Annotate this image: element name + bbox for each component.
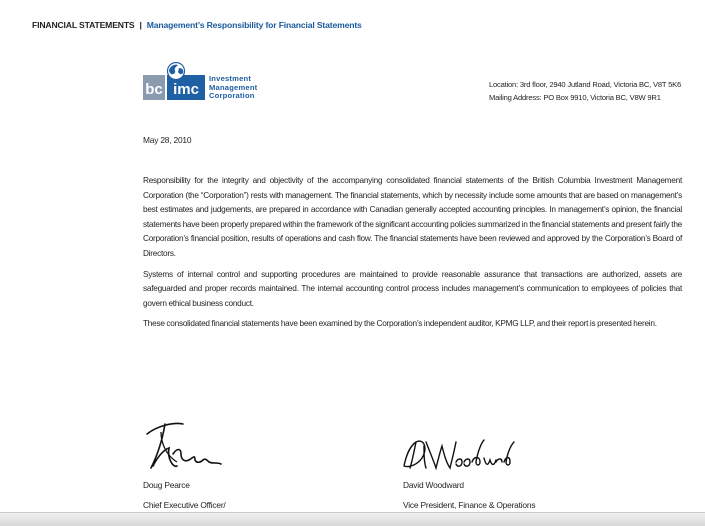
signatory-name-1: Doug Pearce [143,480,190,490]
header-separator: | [139,20,142,30]
svg-text:imc: imc [173,81,199,98]
paragraph-responsibility: Responsibility for the integrity and objectivity of the accompanying consolidated financial statements of the British Columbia Investment Management Corporation (the “Corporation”) rests with management. The financial statements, which by necessity include some amounts that are based on management’s best estimates and judgements, are prepared in accordance with Canadian generally accepted accounting principles. In management’s opinion, the financial statements have been properly prepared within the framework of the significant accounting policies summarized in the financial statements and present fairly the Corporation’s financial position, results of operations and cash flow. The financial statements have been reviewed and approved by the Corporation’s Board of Directors. [143,176,682,258]
address-block [489,78,681,104]
location-address: Location: 3rd floor, 2940 Jutland Road, Victoria BC, V8T 5K6 [488,80,681,89]
bcimc-logo-mark [142,62,210,104]
paragraph-internal-control: Systems of internal control and supporting procedures are maintained to provide reasonable assurance that transactions are authorized, assets are safeguarded and proper records maintained. The internal accounting control process includes management’s communication to employees of policies that govern ethical business conduct. [143,269,682,308]
signature-david-woodward [400,432,520,474]
signature-doug-pearce [143,418,233,473]
logo-wordmark [209,75,257,101]
horizontal-scrollbar[interactable] [0,512,705,526]
letter-date: May 28, 2010 [143,135,192,145]
header-subtitle: Management’s Responsibility for Financial Statements [146,20,362,30]
bcimc-logo [142,62,277,104]
section-label: FINANCIAL STATEMENTS [32,20,135,30]
letter-body [143,174,682,338]
signatory-name-2: David Woodward [403,480,464,490]
mailing-address: Mailing Address: PO Box 9910, Victoria BC, V8W 9R1 [488,93,661,102]
globe-icon [168,63,185,80]
logo-line-corporation: Corporation [209,91,255,101]
running-header [32,20,362,30]
signatory-title-1: Chief Executive Officer/ [143,500,226,510]
logo-line-management: Management [209,82,258,92]
paragraph-auditor: These consolidated financial statements have been examined by the Corporation’s independent auditor, KPMG LLP, and their report is presented herein. [143,319,657,329]
svg-text:bc: bc [145,81,163,98]
logo-line-investment: Investment [209,74,252,83]
signatory-title-2: Vice President, Finance & Operations [403,500,536,510]
